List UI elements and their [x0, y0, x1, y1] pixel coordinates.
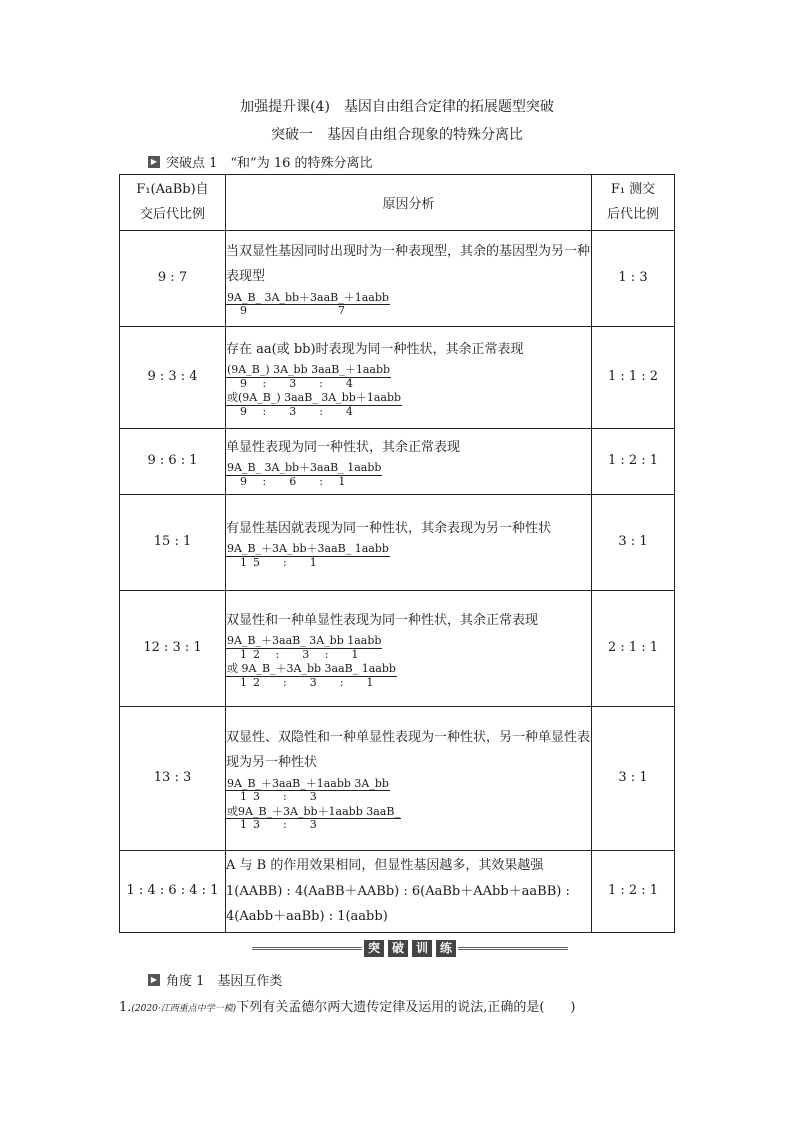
play-triangle-icon: ▶ — [148, 156, 160, 168]
section-heading-2 — [148, 970, 282, 989]
page-title: 加强提升课(4) 基因自由组合定律的拓展题型突破 — [240, 99, 554, 115]
analysis-cell: 当双显性基因同时出现时为一种表现型，其余的基因型为另一种表现型 9A_B_ 3A_bb＋3aaB_＋1aabb 9 7 — [226, 231, 592, 327]
divider-char: 突 — [364, 940, 384, 957]
table-row — [120, 707, 675, 851]
analysis-cell: 存在 aa(或 bb)时表现为同一种性状，其余正常表现 (9A_B_) 3A_bb 3aaB_＋1aabb 9 : 3 : 4 或(9A_B_) 3aaB_ 3A_bb＋1aabb 9 : 3 : 4 — [226, 327, 592, 429]
header-analysis: 原因分析 — [226, 175, 592, 231]
ratio-cell: 13 : 3 — [120, 707, 226, 851]
header-ratio: F₁(AaBb)自 交后代比例 — [120, 175, 226, 231]
ratio-cell: 9 : 7 — [120, 231, 226, 327]
table-row — [120, 591, 675, 707]
table-row — [120, 495, 675, 591]
ratio-cell: 9 : 3 : 4 — [120, 327, 226, 429]
question-1: 1.(2020·江西重点中学一模)下列有关孟德尔两大遗传定律及运用的说法,正确的是( ) — [119, 1000, 576, 1015]
header-testcross: F₁ 测交 后代比例 — [592, 175, 675, 231]
analysis-cell: 双显性和一种单显性表现为同一种性状，其余正常表现 9A_B_＋3aaB_ 3A_bb 1aabb 12 : 3 : 1 或 9A_B_＋3A_bb 3aaB_ 1aabb 12 : 3 : 1 — [226, 591, 592, 707]
ratio-cell: 1 : 4 : 6 : 4 : 1 — [120, 851, 226, 933]
table-row — [120, 851, 675, 933]
testcross-cell: 2 : 1 : 1 — [592, 591, 675, 707]
testcross-cell: 1 : 1 : 2 — [592, 327, 675, 429]
section-divider — [252, 938, 568, 958]
analysis-cell: 单显性表现为同一种性状，其余正常表现 9A_B_ 3A_bb＋3aaB_ 1aabb 9 : 6 : 1 — [226, 429, 592, 495]
testcross-cell: 1 : 2 : 1 — [592, 851, 675, 933]
table-row — [120, 327, 675, 429]
section-title: 突破一 基因自由组合现象的特殊分离比 — [271, 127, 523, 143]
table-row — [120, 231, 675, 327]
divider-char: 破 — [388, 940, 408, 957]
analysis-cell: A 与 B 的作用效果相同，但显性基因越多，其效果越强 1(AABB) : 4(AaBB＋AABb) : 6(AaBb＋AAbb＋aaBB) : 4(Aabb＋aaBb) : 1(aabb) — [226, 851, 592, 933]
section-label: 角度 1 基因互作类 — [166, 974, 283, 989]
analysis-cell: 有显性基因就表现为同一种性状，其余表现为另一种性状 9A_B_＋3A_bb＋3aaB_ 1aabb 15 : 1 — [226, 495, 592, 591]
ratio-cell: 15 : 1 — [120, 495, 226, 591]
testcross-cell: 1 : 3 — [592, 231, 675, 327]
ratio-cell: 12 : 3 : 1 — [120, 591, 226, 707]
play-triangle-icon: ▶ — [148, 974, 160, 986]
analysis-cell: 双显性、双隐性和一种单显性表现为一种性状，另一种单显性表现为另一种性状 9A_B_＋3aaB_＋1aabb 3A_bb 13 : 3 或9A_B_＋3A_bb＋1aabb 3aaB_ 13 : 3 — [226, 707, 592, 851]
ratio-cell: 9 : 6 : 1 — [120, 429, 226, 495]
divider-char: 练 — [436, 940, 456, 957]
testcross-cell: 3 : 1 — [592, 707, 675, 851]
section-heading-1 — [148, 152, 373, 171]
testcross-cell: 1 : 2 : 1 — [592, 429, 675, 495]
table-row — [120, 429, 675, 495]
section-label: 突破点 1 “和”为 16 的特殊分离比 — [166, 156, 373, 171]
testcross-cell: 3 : 1 — [592, 495, 675, 591]
divider-char: 训 — [412, 940, 432, 957]
ratio-table — [119, 174, 675, 933]
